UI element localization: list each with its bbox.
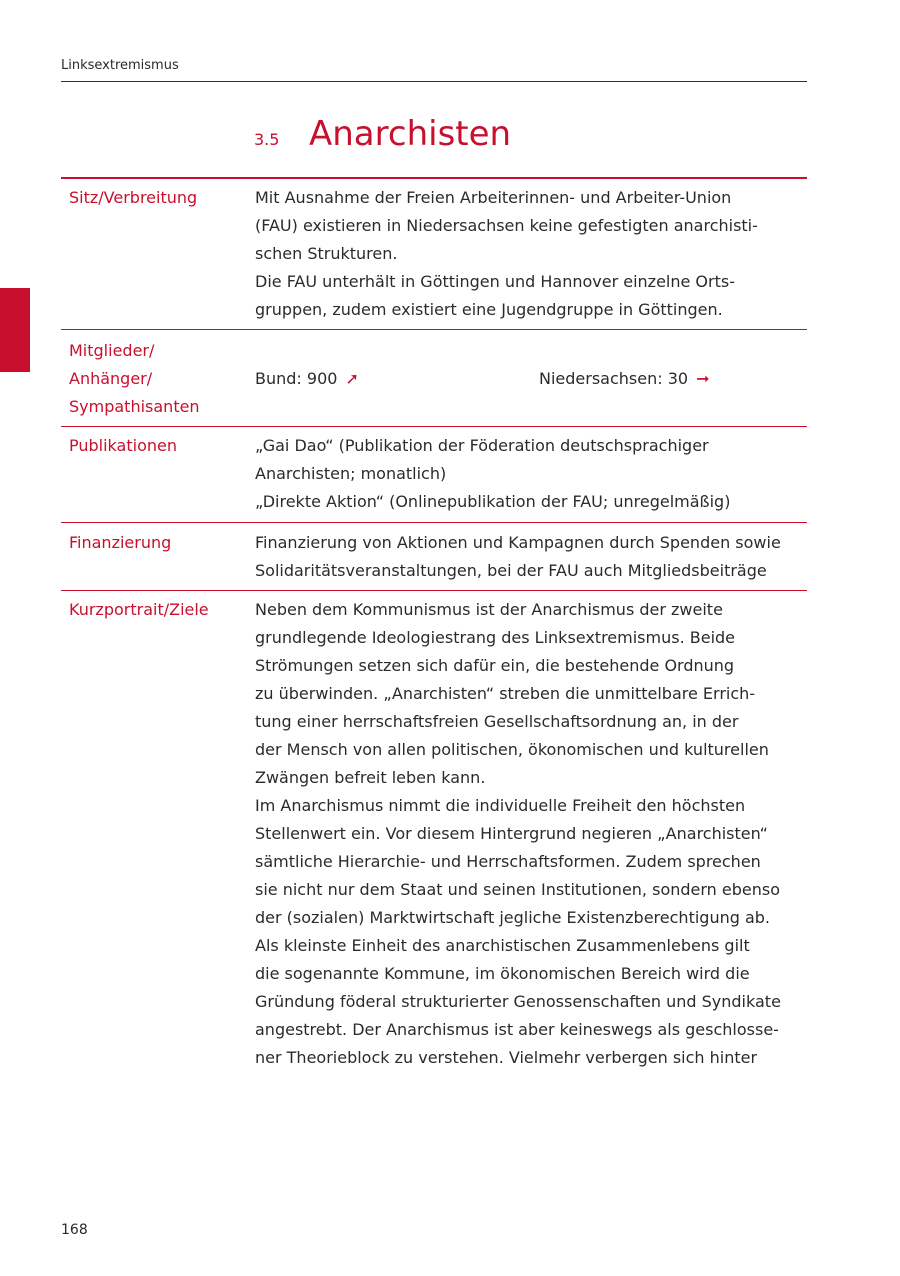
text-line: „Gai Dao“ (Publikation der Föderation deutschsprachiger <box>255 436 709 455</box>
text-line: tung einer herrschaftsfreien Gesellschaftsordnung an, in der <box>255 712 739 731</box>
chapter-side-tab <box>0 288 30 372</box>
row-divider <box>61 590 807 591</box>
row-divider <box>61 329 807 330</box>
text-line: Anarchisten; monatlich) <box>255 464 447 483</box>
row-content <box>255 529 807 585</box>
text-line: zu überwinden. „Anarchisten“ streben die unmittelbare Errich- <box>255 684 756 703</box>
section-heading <box>254 114 511 154</box>
page-number: 168 <box>61 1222 88 1238</box>
text-line: „Direkte Aktion“ (Onlinepublikation der FAU; unregelmäßig) <box>255 492 731 511</box>
row-content <box>255 365 807 393</box>
text-line: Im Anarchismus nimmt die individuelle Freiheit den höchsten <box>255 796 746 815</box>
row-content <box>255 184 807 324</box>
row-label: Sitz/Verbreitung <box>69 188 198 207</box>
text-line: gruppen, zudem existiert eine Jugendgruppe in Göttingen. <box>255 300 723 319</box>
text-line: angestrebt. Der Anarchismus ist aber keineswegs als geschlosse- <box>255 1020 779 1039</box>
title-rule <box>61 177 807 179</box>
row-divider <box>61 522 807 523</box>
text-line: Zwängen befreit leben kann. <box>255 768 486 787</box>
text-line: die sogenannte Kommune, im ökonomischen Bereich wird die <box>255 964 750 983</box>
row-label <box>69 337 200 421</box>
row-label: Publikationen <box>69 436 177 455</box>
bund-count: Bund: 900 <box>255 369 338 388</box>
text-line: Strömungen setzen sich dafür ein, die bestehende Ordnung <box>255 656 735 675</box>
running-header: Linksextremismus <box>61 58 179 73</box>
trend-flat-icon: ➞ <box>696 369 710 388</box>
text-line: Stellenwert ein. Vor diesem Hintergrund negieren „Anarchisten“ <box>255 824 768 843</box>
row-content <box>255 596 807 1072</box>
text-line: sie nicht nur dem Staat und seinen Institutionen, sondern ebenso <box>255 880 780 899</box>
text-line: schen Strukturen. <box>255 244 398 263</box>
text-line: der Mensch von allen politischen, ökonomischen und kulturellen <box>255 740 769 759</box>
text-line: der (sozialen) Marktwirtschaft jegliche Existenzberechtigung ab. <box>255 908 771 927</box>
text-line: grundlegende Ideologiestrang des Linksextremismus. Beide <box>255 628 736 647</box>
text-line: Als kleinste Einheit des anarchistischen Zusammenlebens gilt <box>255 936 750 955</box>
land-count-group <box>539 365 709 393</box>
text-line: ner Theorieblock zu verstehen. Vielmehr verbergen sich hinter <box>255 1048 758 1067</box>
label-line: Mitglieder/ <box>69 341 155 360</box>
text-line: Solidaritätsveranstaltungen, bei der FAU auch Mitgliedsbeiträge <box>255 561 767 580</box>
row-label: Finanzierung <box>69 533 172 552</box>
row-content <box>255 432 807 516</box>
label-line: Anhänger/ <box>69 369 153 388</box>
text-line: Die FAU unterhält in Göttingen und Hannover einzelne Orts- <box>255 272 735 291</box>
section-title: Anarchisten <box>309 114 512 154</box>
text-line: Finanzierung von Aktionen und Kampagnen durch Spenden sowie <box>255 533 781 552</box>
text-line: Gründung föderal strukturierter Genossenschaften und Syndikate <box>255 992 781 1011</box>
text-line: Mit Ausnahme der Freien Arbeiterinnen- und Arbeiter-Union <box>255 188 732 207</box>
text-line: Neben dem Kommunismus ist der Anarchismus der zweite <box>255 600 723 619</box>
text-line: (FAU) existieren in Niedersachsen keine gefestigten anarchisti- <box>255 216 758 235</box>
section-number: 3.5 <box>254 130 280 149</box>
row-divider <box>61 426 807 427</box>
row-label: Kurzportrait/Ziele <box>69 600 209 619</box>
trend-up-icon: ➚ <box>345 369 359 388</box>
label-line: Sympathisanten <box>69 397 200 416</box>
header-rule <box>61 81 807 82</box>
land-count: Niedersachsen: 30 <box>539 369 689 388</box>
text-line: sämtliche Hierarchie- und Herrschaftsformen. Zudem sprechen <box>255 852 761 871</box>
